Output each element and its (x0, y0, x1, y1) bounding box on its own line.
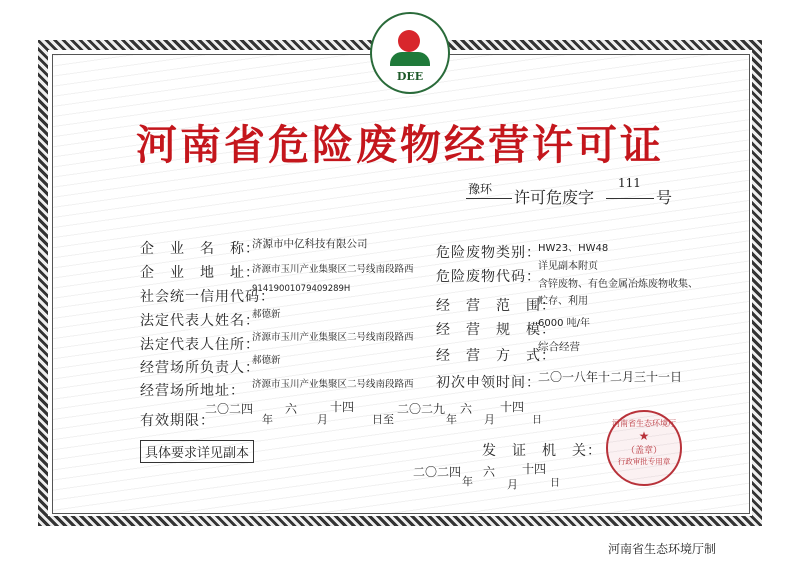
end-year: 二〇二九 (397, 402, 446, 416)
issue-month: 六 (483, 465, 496, 479)
legal-rep-address: 济源市玉川产业集聚区二号线南段路西 (252, 332, 414, 343)
field-label: 初次申领时间： (436, 375, 541, 391)
issue-year: 二〇二四 (413, 465, 462, 479)
field-label: 企 业 地 址： (140, 265, 260, 281)
year-label: 年 (446, 413, 458, 426)
field-label: 经营场所地址： (140, 383, 245, 399)
seal-top-text: 河南省生态环境厅 (612, 419, 676, 428)
first-issue-date: 二〇一八年十二月三十一日 (538, 370, 683, 384)
field-label: 法定代表人姓名： (140, 313, 260, 329)
year-label: 年 (262, 413, 274, 426)
site-manager: 郝德新 (252, 355, 281, 366)
business-scope-cont: 贮存、利用 (538, 296, 588, 307)
month-label: 月 (507, 478, 519, 491)
field-label: 经营场所负责人： (140, 360, 260, 376)
permit-prefix-underline (466, 198, 512, 199)
company-address: 济源市玉川产业集聚区二号线南段路西 (252, 264, 414, 275)
site-address: 济源市玉川产业集聚区二号线南段路西 (252, 379, 414, 390)
field-label: 经 营 范 围： (436, 298, 556, 314)
official-seal (606, 410, 682, 486)
field-label: 法定代表人住所： (140, 337, 260, 353)
business-scale: 6000 吨/年 (538, 318, 590, 329)
to-label: 日至 (372, 413, 394, 426)
month-label: 月 (317, 413, 329, 426)
seal-star-icon: ★ (638, 429, 650, 443)
month-label: 月 (484, 413, 496, 426)
seal-mid-text: （盖章） (625, 446, 662, 456)
business-scope: 含锌废物、有色金属冶炼废物收集、 (538, 279, 698, 290)
waste-code: 详见副本附页 (538, 261, 598, 272)
field-label: 危险废物类别： (436, 245, 541, 261)
field-label: 社会统一信用代码： (140, 289, 275, 305)
permit-number-underline (606, 198, 654, 199)
business-mode: 综合经营 (538, 341, 580, 353)
emblem-text: DEE (396, 70, 424, 83)
company-name: 济源市中亿科技有限公司 (252, 238, 368, 250)
validity-label: 有效期限： (140, 413, 215, 429)
year-label: 年 (462, 475, 474, 488)
permit-prefix: 豫环 (468, 182, 493, 196)
permit-middle: 许可危废字 (514, 188, 595, 207)
issuer-label: 发 证 机 关： (482, 443, 602, 459)
see-copy-note: 具体要求详见副本 (140, 440, 254, 463)
credit-code: 91419001079409289H (252, 284, 351, 294)
field-label: 经 营 方 式： (436, 348, 556, 364)
end-month: 六 (460, 402, 473, 416)
permit-number: 111 (618, 176, 641, 190)
emblem-sun-icon (398, 30, 420, 52)
field-label: 企 业 名 称： (140, 241, 260, 257)
field-label: 危险废物代码： (436, 269, 541, 285)
legal-rep-name: 郝德新 (252, 309, 281, 320)
field-label: 经 营 规 模： (436, 322, 556, 338)
certificate-title: 河南省危险废物经营许可证 (136, 121, 664, 169)
day-label: 日 (532, 415, 543, 426)
seal-bottom-text: 行政审批专用章 (617, 457, 671, 466)
emblem-hill-icon (390, 52, 430, 66)
end-day: 十四 (500, 400, 525, 414)
footer-issuer: 河南省生态环境厅制 (608, 542, 717, 556)
waste-category: HW23、HW48 (538, 243, 609, 254)
issue-day: 十四 (522, 462, 547, 476)
start-year: 二〇二四 (205, 402, 254, 416)
start-day: 十四 (330, 400, 355, 414)
start-month: 六 (285, 402, 298, 416)
dee-emblem (370, 12, 450, 94)
day-label: 日 (550, 478, 561, 489)
permit-suffix: 号 (656, 188, 673, 207)
